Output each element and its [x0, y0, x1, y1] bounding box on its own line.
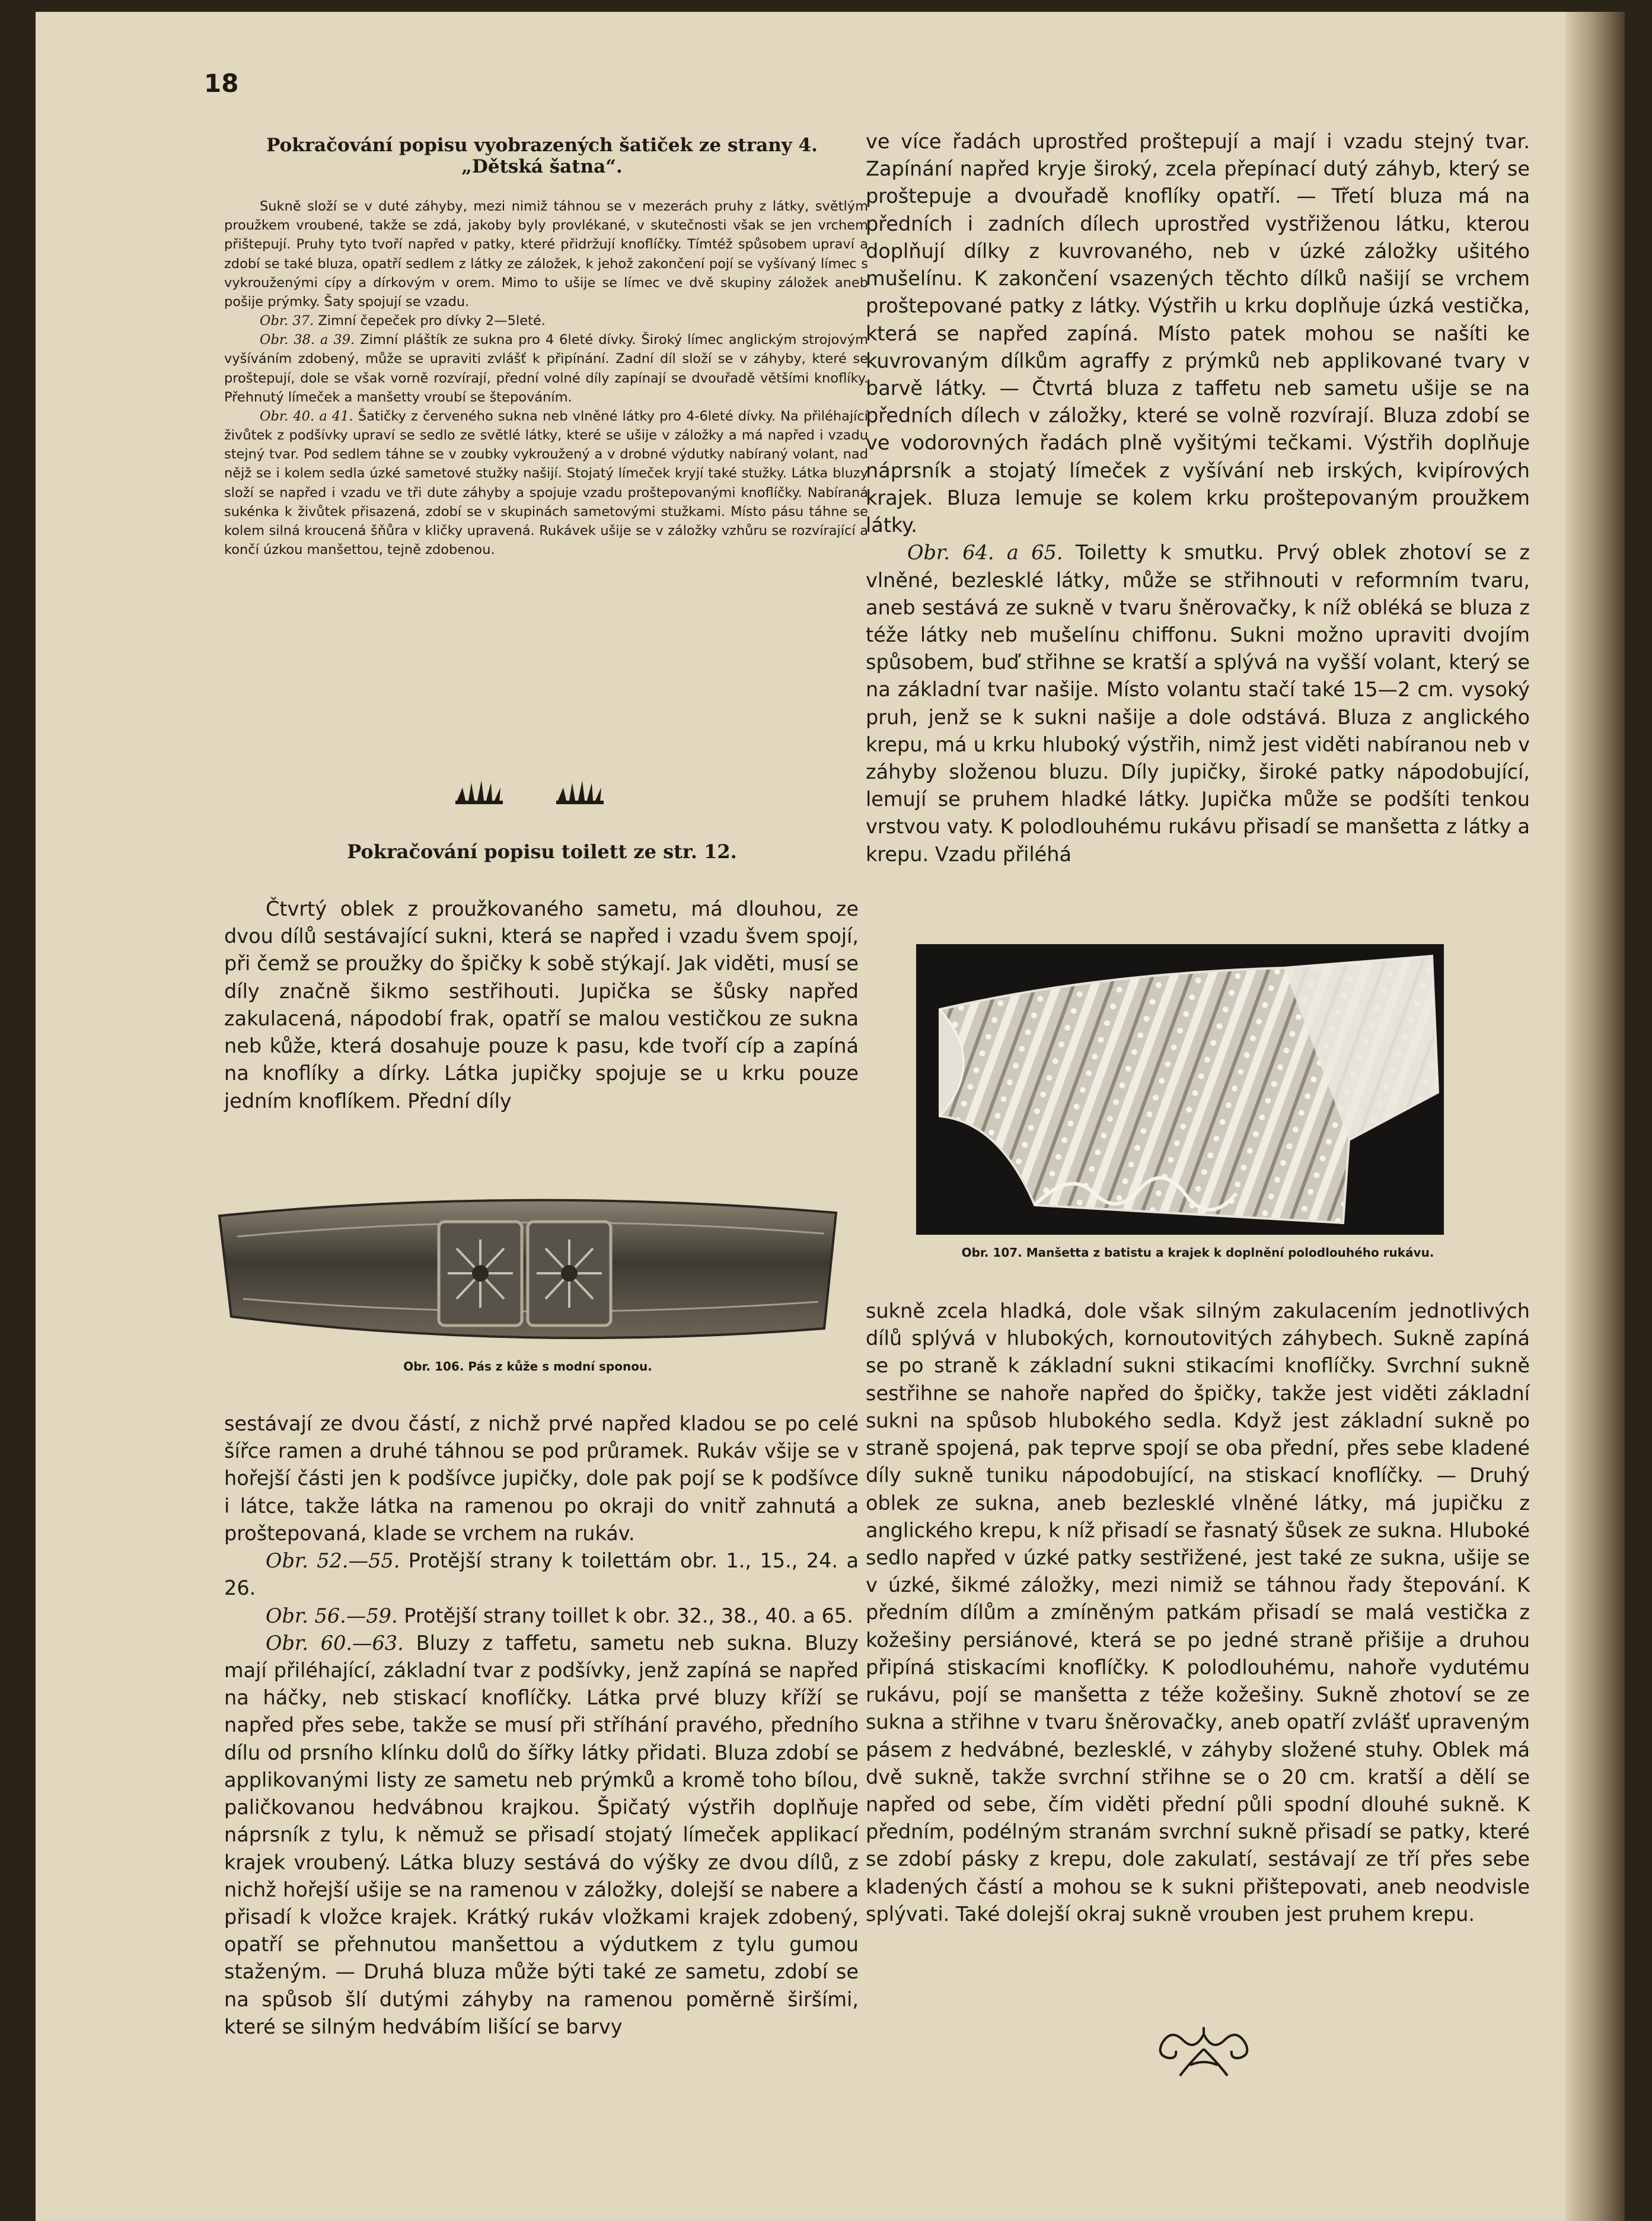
obr52-label: Obr. 52.—55.: [266, 1549, 400, 1573]
lace-cuff-illustration: [916, 944, 1444, 1235]
figure-106-caption: Obr. 106. Pás z kůže s modní sponou.: [403, 1359, 652, 1374]
obr38-text: Zimní pláštík ze sukna pro 4 6leté dívky. Široký límec anglickým strojovým vyšíváním zdobený, může se upraviti zvlášť k připínání. Zadní díl složí se v záhyby, které se proštepují, dole se však vorně rozvírají, přední volné díly zapínají se dvouřadě většími knoflíky. Přehnutý límeček a manšetty vroubí se štepováním.: [224, 332, 868, 405]
section1-title-line1: Pokračování popisu vyobrazených šatiček ze strany 4.: [266, 135, 818, 156]
obr38-label: Obr. 38. a 39.: [260, 332, 355, 348]
obr56-label: Obr. 56.—59.: [266, 1604, 398, 1627]
section2-text-upper: [224, 896, 859, 1115]
obr52-entry: [224, 1547, 859, 1602]
obr64-text: Toiletty k smutku. Prvý oblek zhotoví se z vlněné, bezlesklé látky, může se střihnouti v reformním tvaru, aneb sestává ze sukně v tvaru šněrovačky, k níž obléká se bluza z téže látky neb mušelínu chiffonu. Sukni možno upraviti dvojím spůsobem, buď střihne se kratší a splývá na vyšší volant, který se na základní tvar našije. Místo volantu stačí také 15—2 cm. vysoký pruh, jenž se k sukni našije a dole odstává. Bluza z anglického krepu, má u krku hluboký výstřih, nimž jest viděti nabíranou neb v záhyby složenou bluzu. Díly jupičky, široké patky nápodobující, lemují se pruhem hladké látky. Jupička může se podšíti tenkou vrstvou vaty. K polodlouhému rukávu přisadí se manšetta z látky a krepu. Vzadu přiléhá: [866, 541, 1530, 866]
right-paragraph1: ve více řadách uprostřed proštepují a mají i vzadu stejný tvar. Zapínání napřed kryje široký, zcela přepínací dutý záhyb, který se proštepuje a dvouřadě knoflíky opatří. — Třetí bluza má na předních i zadních dílech uprostřed vystřiženou látku, kterou doplňují dílky z kuvrovaného, neb v úzké záložky ušitého mušelínu. K zakončení vsazených těchto dílků našijí se vrchem proštepované patky z látky. Výstřih u krku doplňuje úzká vestička, která se napřed zapíná. Místo patek mohou se našíti ke kuvrovaným dílkům agraffy z prýmků neb applikované tvary v barvě látky. — Čtvrtá bluza z taffetu neb sametu ušije se na předních dílech v záložky, které se volně rozvírají. Bluza zdobí se ve vodorovných řadách plně vyšitými tečkami. Výstřih doplňuje náprsník a stojatý límeček z vyšívání neb irských, kvipírových krajek. Bluza lemuje se kolem krku proštepovaným proužkem látky.: [866, 130, 1530, 537]
obr37-label: Obr. 37.: [260, 313, 314, 329]
obr38-entry: [224, 330, 868, 407]
obr56-entry: [224, 1602, 859, 1630]
obr40-text: Šatičky z červeného sukna neb vlněné látky pro 4-6leté dívky. Na přiléhající živůtek z podšívky upraví se sedlo ze světlé látky, které se ušije v záložky a má napřed i vzadu stejný tvar. Pod sedlem táhne se v zoubky vykroužený a v drobné výdutky nabíraný volant, nad nějž se i kolem sedla úzké sametové stužky našijí. Stojatý límeček kryjí také stužky. Látka bluzy složí se napřed i vzadu ve tři dute záhyby a spojuje vzadu proštepovanými knoflíčky. Nabíraná sukénka k živůtek přisazená, zdobí se v skupinách sametovými stužkami. Místo pásu táhne se kolem silná kroucená šňůra v kličky upravená. Rukávek ušije se v záložky vzhůru se rozvírající a končí úzkou manšettou, tejně zdobenou.: [224, 408, 868, 558]
obr40-label: Obr. 40. a 41.: [260, 408, 353, 424]
obr52-text: Protější strany k toilettám obr. 1., 15., 24. a 26.: [224, 1549, 859, 1600]
page-number: 18: [204, 69, 239, 98]
belt-illustration: [213, 1180, 842, 1358]
right-paragraph2: sukně zcela hladká, dole však silným zakulacením jednotlivých dílů splývá v hlubokých, kornoutovitých záhybech. Sukně zapíná se po straně k základní sukni stikacími knoflíčky. Svrchní sukně sestřihne se nahoře napřed do špičky, takže jest viděti základní sukni na spůsob hlubokého sedla. Když jest základní sukně po straně spojená, pak teprve spojí se oba přední, přes sebe kladené díly sukně tuniku nápodobující, na stiskací knoflíčky. — Druhý oblek ze sukna, aneb bezlesklé vlněné látky, má jupičku z anglického krepu, k níž přisadí se řasnatý šůsek ze sukna. Hluboké sedlo napřed v úzké patky sestřižené, jest také ze sukna, ušije se v úzké, šikmé záložky, mezi nimiž se táhnou řady štepování. K předním dílům a zmíněným patkám přisadí se malá vestička z kožešiny persiánové, která se po jedné straně přišije a druhou připíná stiskacími knoflíčky. K polodlouhému, nahoře vydutému rukávu, pojí se manšetta z téže kožešiny. Sukně zhotoví se ze sukna a střihne v tvaru šněrovačky, aneb opatří zvlášť upraveným pásem z hedvábné, bezlesklé, v záhyby složené stuhy. Oblek má dvě sukně, takže svrchní střihne se o 20 cm. kratší a dělí se napřed od sebe, čím viděti přední půli spodní dlouhé sukně. K předním, podélným stranám svrchní sukně přisadí se patky, které se zdobí pásky z krepu, dole zakulatí, sestávají ze tří přes sebe kladených částí a mohou se k sukni přištepovati, aneb neodvisle splývati. Také dolejší okraj sukně vrouben jest pruhem krepu.: [866, 1299, 1530, 1926]
figure-107-cuff-photo: [916, 944, 1444, 1235]
obr64-label: Obr. 64. a 65.: [907, 541, 1063, 565]
figure-106-belt-photo: [213, 1180, 842, 1358]
right-column-text-lower: [866, 1298, 1530, 1928]
obr56-text: Protější strany toillet k obr. 32., 38., 40. a 65.: [404, 1604, 853, 1627]
obr60-label: Obr. 60.—63.: [266, 1631, 404, 1655]
obr60-entry: [224, 1630, 859, 2041]
section1-title: [204, 135, 880, 177]
section2-paragraph1: Čtvrtý oblek z proužkovaného sametu, má dlouhou, ze dvou dílů sestávající sukni, která se napřed i vzadu švem spojí, při čemž se proužky do špičky k sobě stýkají. Jak viděti, musí se díly značně šikmo sestřihouti. Jupička se šůsky napřed zakulacená, nápodobí frak, opatří se malou vestičkou ze sukna neb kůže, která dosahuje pouze k pasu, kde tvoří cíp a zapíná na knoflíky a dírky. Látka jupičky spojuje se u krku pouze jedním knoflíkem. Přední díly: [224, 897, 859, 1113]
section1-paragraph: Sukně složí se v duté záhyby, mezi nimiž táhnou se v mezerách pruhy z látky, světlým proužkem vroubené, takže se zdá, jakoby byly provlékané, v skutečnosti však se jen vrchem přištepují. Pruhy tyto tvoří napřed v patky, které přidržují knoflíčky. Tímtéž spůsobem upraví a zdobí se také bluza, opatří sedlem z látky ze záložek, k jehož zakončení pojí se vyšívaný límec s vykrouženými cípy a dírkovým v orem. Mimo to ušije se límec ve dvě skupiny záložek aneb pošije prýmky. Šaty spojují se vzadu.: [224, 199, 868, 310]
page-sheet: [36, 12, 1625, 2221]
section2-text-lower: [224, 1410, 859, 2041]
figure-107-caption: Obr. 107. Manšetta z batistu a krajek k doplnění polodlouhého rukávu.: [961, 1245, 1434, 1260]
section1-text: [224, 197, 868, 559]
right-column-text-upper: [866, 128, 1530, 868]
obr64-entry: [866, 539, 1530, 868]
book-spine-shadow: [1565, 12, 1625, 2221]
fan-ornament-divider: [445, 777, 617, 812]
obr37-text: Zimní čepeček pro dívky 2—5leté.: [318, 313, 546, 329]
section2-paragraph2: sestávají ze dvou částí, z nichž prvé napřed kladou se po celé šířce ramen a druhé táhnou se pod průramek. Rukáv všije se v hořejší části jen k podšívce jupičky, dole pak pojí se k podšívce i látce, takže látka na ramenou po okraji do vnitř zahnutá a proštepovaná, klade se vrchem na rukáv.: [224, 1412, 859, 1545]
section2-title: Pokračování popisu toilett ze str. 12.: [347, 840, 737, 863]
obr37-entry: [224, 311, 868, 330]
flourish-ornament: [1153, 2022, 1254, 2082]
obr60-text: Bluzy z taffetu, sametu neb sukna. Bluzy mají přiléhající, základní tvar z podšívky, jenž zapíná se napřed na háčky, neb stiskací knoflíčky. Látka prvé bluzy kříží se napřed přes sebe, takže se musí při stříhání pravého, předního dílu od prsního klínku dolů do šířky látky přidati. Bluza zdobí se applikovanými listy ze sametu neb prýmků a kromě toho bílou, paličkovanou hedvábnou krajkou. Špičatý výstřih doplňuje náprsník z tylu, k němuž se přisadí stojatý límeček applikací krajek vroubený. Látka bluzy sestává do výšky ze dvou dílů, z nichž hořejší ušije se na ramenou v záložky, dolejší se nabere a přisadí k vložce krajek. Krátký rukáv vložkami krajek zdobený, opatří se přehnutou manšettou a výdutkem z tylu gumou staženým. — Druhá bluza může býti také ze sametu, zdobí se na spůsob šlí dutými záhyby na ramenou poměrně širšími, které se silným hedvábím lišící se barvy: [224, 1631, 859, 2038]
section1-title-line2: „Dětská šatna“.: [461, 155, 623, 177]
obr40-entry: [224, 407, 868, 559]
